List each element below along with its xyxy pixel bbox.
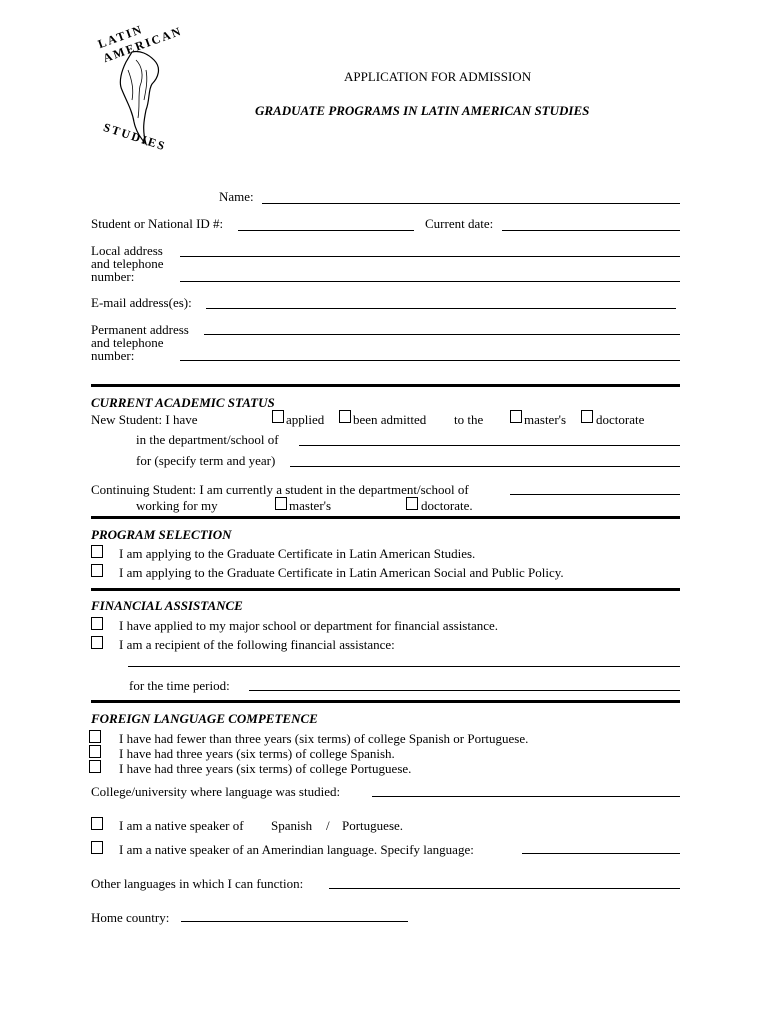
portuguese-option[interactable]: Portuguese.	[342, 818, 404, 833]
language-option2-checkbox[interactable]	[89, 745, 101, 758]
other-languages-field[interactable]	[329, 888, 680, 889]
logo-text-bottom: STUDIES	[101, 120, 169, 154]
form-subtitle: GRADUATE PROGRAMS IN LATIN AMERICAN STUDIES	[255, 103, 590, 118]
perm-address-field-1[interactable]	[204, 334, 680, 335]
amerindian-language-field[interactable]	[522, 853, 680, 854]
program-option2-checkbox[interactable]	[91, 564, 103, 577]
language-option3-label: I have had three years (six terms) of college Portuguese.	[119, 761, 412, 776]
local-address-field-2[interactable]	[180, 281, 680, 282]
dept-field[interactable]	[299, 445, 680, 446]
program-option1-checkbox[interactable]	[91, 545, 103, 558]
college-label: College/university where language was studied:	[91, 784, 341, 799]
cont-doctorate-checkbox[interactable]	[406, 497, 418, 510]
section-divider	[91, 516, 680, 519]
doctorate-checkbox[interactable]	[581, 410, 593, 423]
language-option1-checkbox[interactable]	[89, 730, 101, 743]
current-date-field[interactable]	[502, 230, 680, 231]
applied-label: applied	[286, 412, 325, 427]
perm-address-field-2[interactable]	[180, 360, 680, 361]
section-divider	[91, 588, 680, 591]
language-option3-checkbox[interactable]	[89, 760, 101, 773]
financial-heading: FINANCIAL ASSISTANCE	[91, 598, 243, 613]
continuing-label: Continuing Student: I am currently a student in the department/school of	[91, 482, 469, 497]
financial-option2-checkbox[interactable]	[91, 636, 103, 649]
cont-doctorate-label: doctorate.	[421, 498, 473, 513]
perm-address-label-3: number:	[91, 348, 135, 363]
admitted-label: been admitted	[353, 412, 427, 427]
language-option1-label: I have had fewer than three years (six terms) of college Spanish or Portuguese.	[119, 731, 529, 746]
student-id-field[interactable]	[238, 230, 414, 231]
applied-checkbox[interactable]	[272, 410, 284, 423]
to-the-label: to the	[454, 412, 484, 427]
logo-text-top: LATIN AMERICAN	[96, 21, 185, 66]
program-heading: PROGRAM SELECTION	[91, 527, 232, 542]
dept-label: in the department/school of	[136, 432, 279, 447]
perm-address-label-1: Permanent address	[91, 322, 189, 337]
financial-option2-label: I am a recipient of the following financial assistance:	[119, 637, 395, 652]
program-option2-label: I am applying to the Graduate Certificate in Latin American Social and Public Policy.	[119, 565, 564, 580]
other-languages-label: Other languages in which I can function:	[91, 876, 304, 891]
student-id-label: Student or National ID #:	[91, 216, 224, 231]
section-divider	[91, 700, 680, 703]
local-address-label-1: Local address	[91, 243, 163, 258]
local-address-label-2: and telephone	[91, 256, 164, 271]
section-divider	[91, 384, 680, 387]
local-address-field-1[interactable]	[180, 256, 680, 257]
term-field[interactable]	[290, 466, 680, 467]
program-option1-label: I am applying to the Graduate Certificate in Latin American Studies.	[119, 546, 476, 561]
financial-option1-label: I have applied to my major school or department for financial assistance.	[119, 618, 499, 633]
email-field[interactable]	[206, 308, 676, 309]
time-period-field[interactable]	[249, 690, 680, 691]
amerindian-label: I am a native speaker of an Amerindian language. Specify language:	[119, 842, 474, 857]
financial-assistance-field[interactable]	[128, 666, 680, 667]
masters-label: master's	[524, 412, 567, 427]
logo	[92, 21, 192, 154]
language-option2-label: I have had three years (six terms) of college Spanish.	[119, 746, 395, 761]
amerindian-checkbox[interactable]	[91, 841, 103, 854]
slash-separator: /	[326, 818, 330, 833]
current-date-label: Current date:	[425, 216, 494, 231]
form-title: APPLICATION FOR ADMISSION	[344, 69, 532, 84]
native-speaker-checkbox[interactable]	[91, 817, 103, 830]
admitted-checkbox[interactable]	[339, 410, 351, 423]
email-label: E-mail address(es):	[91, 295, 192, 310]
masters-checkbox[interactable]	[510, 410, 522, 423]
financial-option1-checkbox[interactable]	[91, 617, 103, 630]
home-country-field[interactable]	[181, 921, 408, 922]
name-field[interactable]	[262, 203, 680, 204]
home-country-label: Home country:	[91, 910, 170, 925]
working-for-label: working for my	[136, 498, 218, 513]
cont-masters-checkbox[interactable]	[275, 497, 287, 510]
continuing-dept-field[interactable]	[510, 494, 680, 495]
doctorate-label: doctorate	[596, 412, 645, 427]
spanish-option[interactable]: Spanish	[271, 818, 313, 833]
college-field[interactable]	[372, 796, 680, 797]
academic-heading: CURRENT ACADEMIC STATUS	[91, 395, 275, 410]
new-student-label: New Student: I have	[91, 412, 198, 427]
language-heading: FOREIGN LANGUAGE COMPETENCE	[91, 711, 318, 726]
native-prefix-label: I am a native speaker of	[119, 818, 244, 833]
cont-masters-label: master's	[289, 498, 332, 513]
time-period-label: for the time period:	[129, 678, 230, 693]
term-label: for (specify term and year)	[136, 453, 276, 468]
local-address-label-3: number:	[91, 269, 135, 284]
perm-address-label-2: and telephone	[91, 335, 164, 350]
name-label: Name:	[219, 189, 254, 204]
